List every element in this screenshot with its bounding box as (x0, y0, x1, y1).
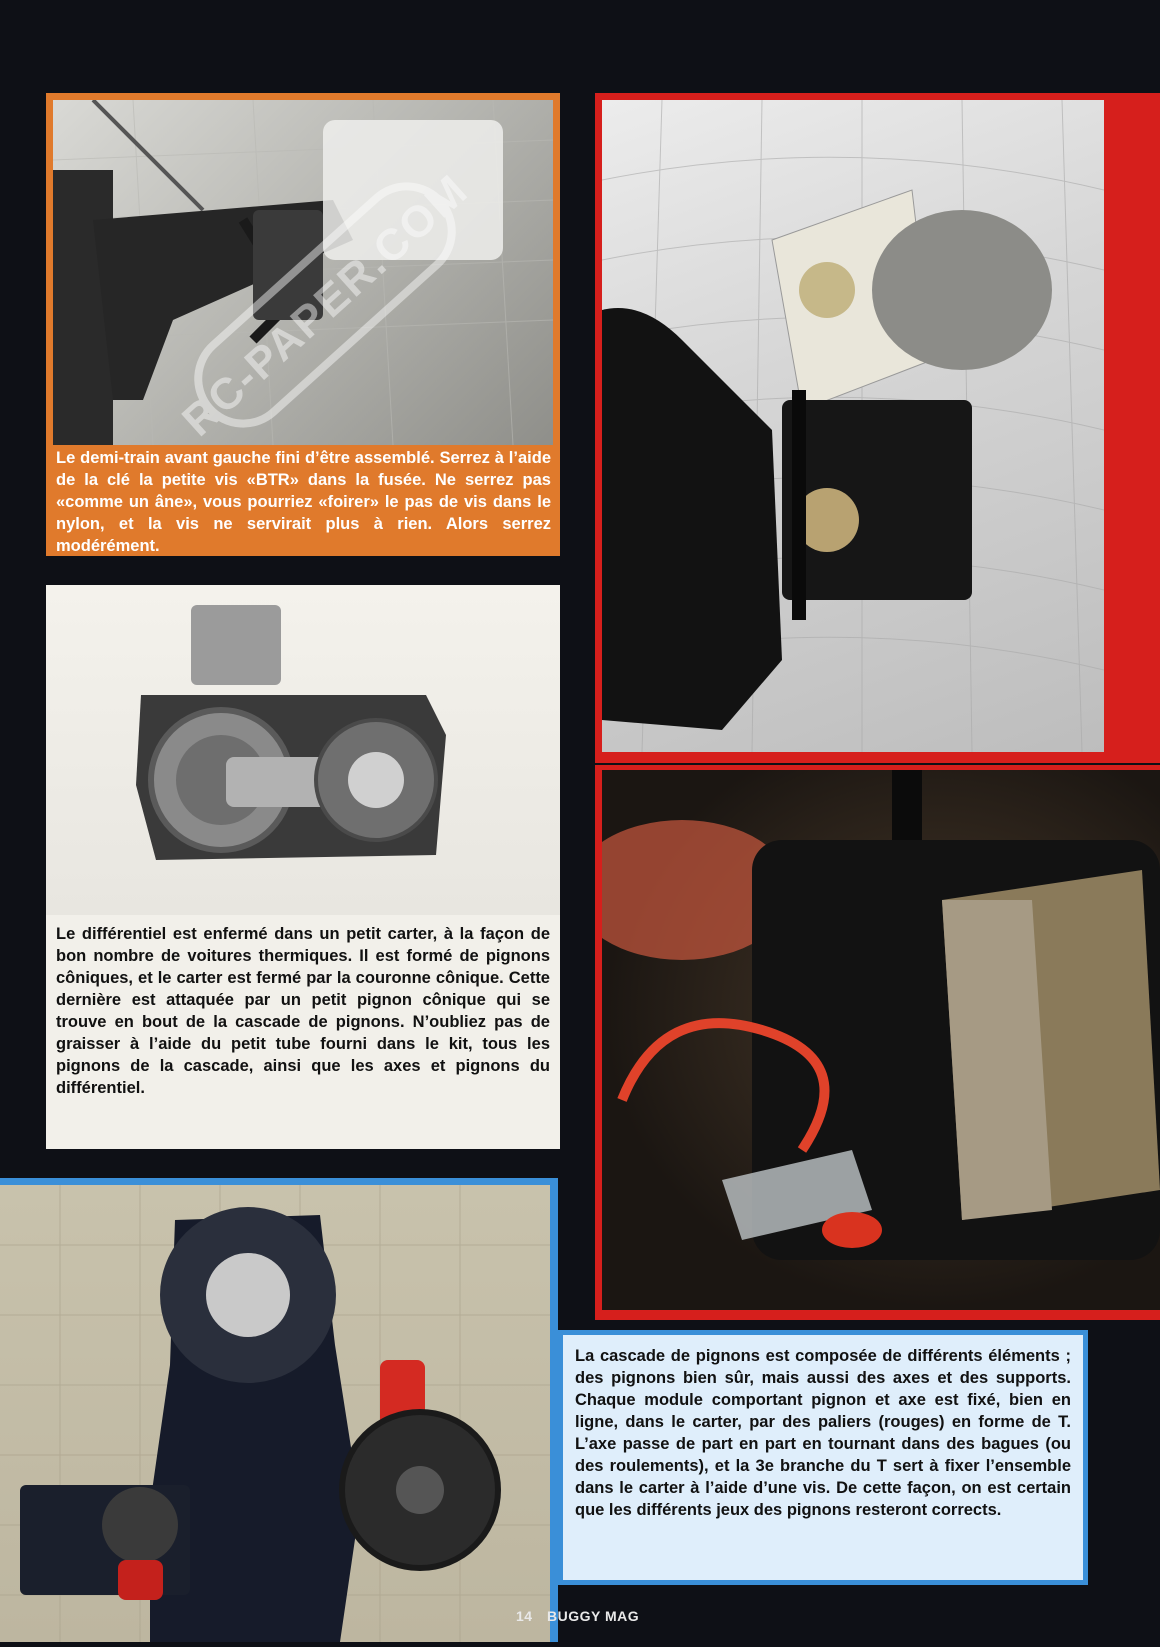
motor-mount-photo (602, 100, 1104, 752)
caption-box-gear-cascade (558, 1330, 1088, 1585)
watermark-text: RC-PAPER.COM (173, 164, 478, 446)
caption-gear-cascade: La cascade de pignons est composée de différents éléments ; des pignons bien sûr, mais aussi des axes et des supports. Chaque module comportant pignon et axe est fixé, bien en ligne, dans le carter, par des paliers (rouges) en forme de T. L’axe passe de part en part en tournant dans des bagues (ou des roulements), et la 3e branche du T sert à fixer l’ensemble dans le carter à l’aide d’une vis. De cette façon, on est certain que les différents jeux des pignons resteront corrects. (575, 1347, 1071, 1519)
motor-mount-illustration (602, 100, 1104, 752)
watermark-stamp-logo (160, 140, 490, 470)
page-number: 14 (516, 1608, 533, 1624)
caption-box-inner (563, 1335, 1083, 1580)
gearbox-photo (0, 1185, 550, 1642)
page-footer (516, 1608, 649, 1624)
caption-front-suspension: Le demi-train avant gauche fini d’être assemblé. Serrez à l’aide de la clé la petite vis «BTR» dans la fusée. Ne serrez pas «comme un âne», vous pourriez «foirer» le pas de vis dans le nylon, et la vis ne servirait plus à rien. Alors serrez modérément. (56, 449, 551, 555)
caption-differential: Le différentiel est enfermé dans un petit carter, à la façon de bon nombre de voitures thermiques. Il est formé de pignons côniques, et le carter est fermé par la couronne cônique. Cette dernière est attaquée par un petit pignon cônique qui se trouve en bout de la cascade de pignons. N’oubliez pas de graisser à l’aide du petit tube fourni dans le kit, tous les pignons de la cascade, ainsi que les axes et pignons du différentiel. (56, 925, 550, 1097)
differential-photo (46, 585, 560, 915)
photo-panel-differential (46, 585, 560, 1149)
photo-panel-motor-closeup (595, 765, 1160, 1320)
gearbox-illustration (0, 1185, 550, 1642)
differential-illustration (46, 585, 560, 915)
photo-panel-gearbox (0, 1178, 558, 1642)
motor-closeup-photo (602, 770, 1160, 1310)
photo-panel-motor-mount (595, 93, 1160, 763)
motor-closeup-illustration (602, 770, 1160, 1310)
magazine-name: BUGGY MAG (546, 1608, 640, 1624)
